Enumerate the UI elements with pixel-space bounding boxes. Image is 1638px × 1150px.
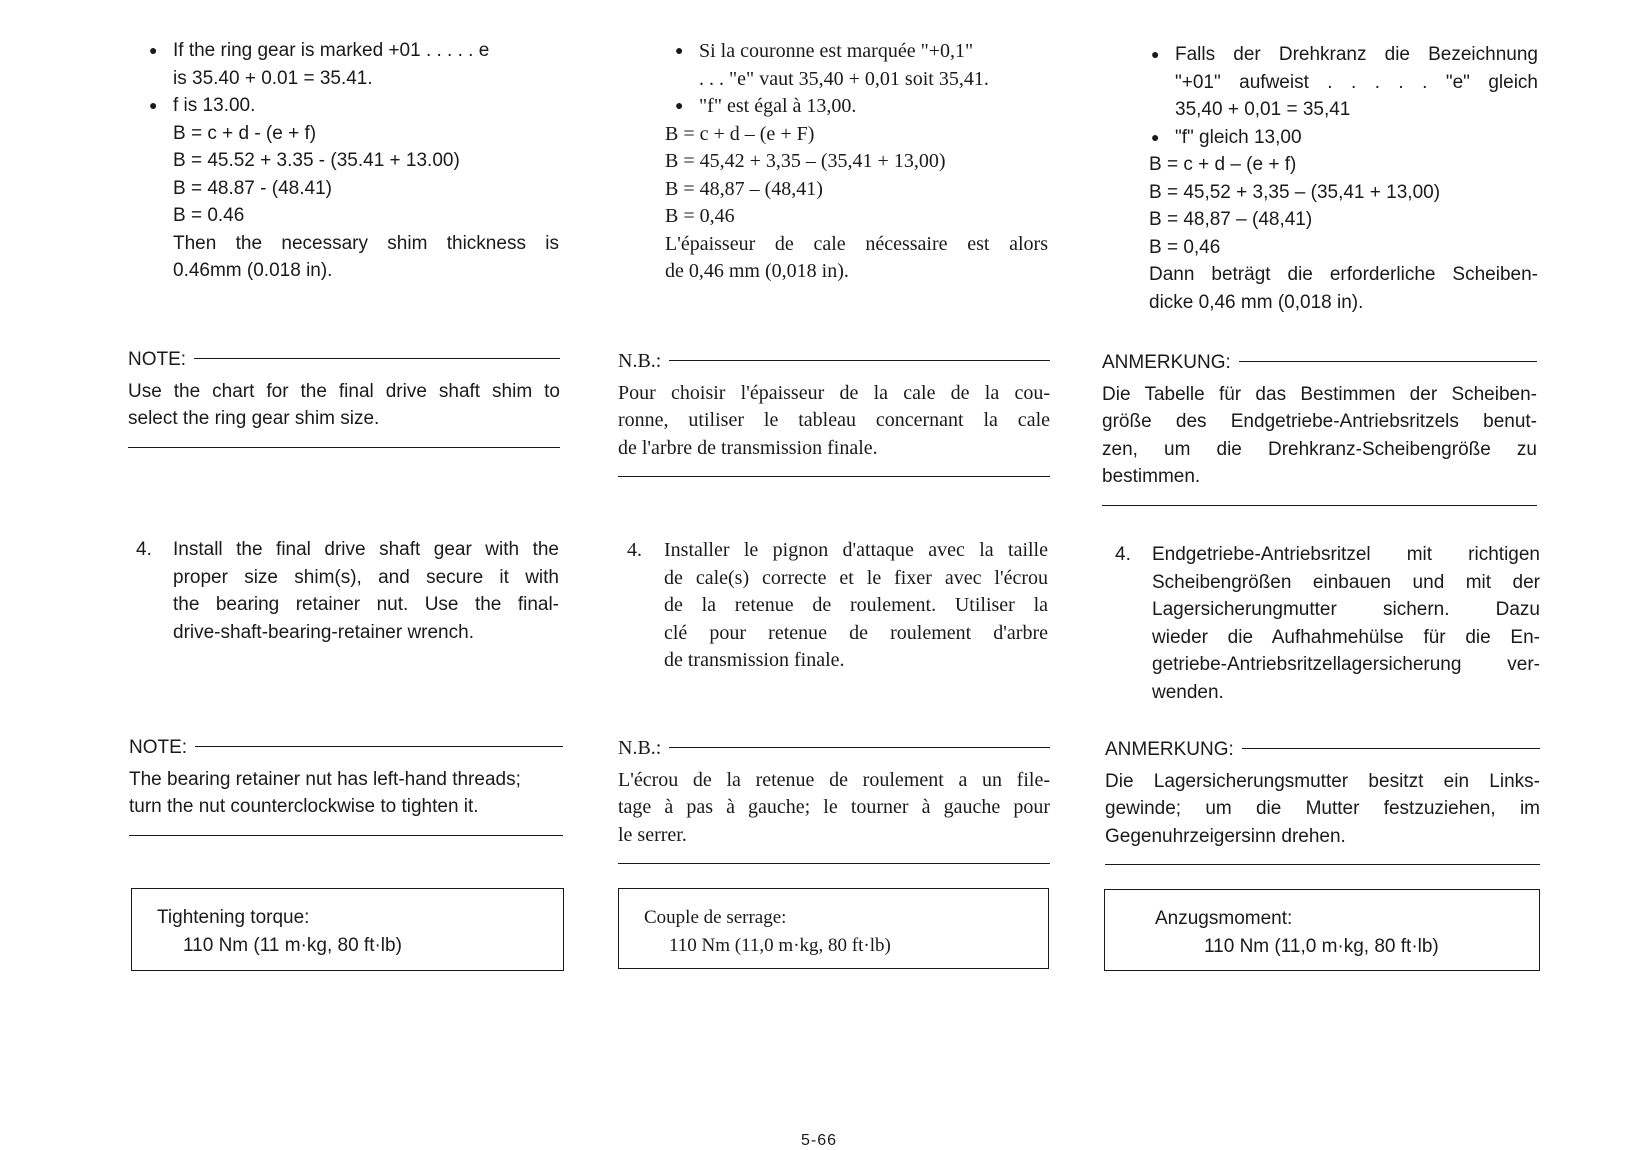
note-line: de l'arbre de transmission finale. (618, 436, 878, 459)
step-line: Lagersicherungmutter sichern. Dazu (1152, 599, 1540, 620)
calc-line: ● "f" gleich 13,00 (1175, 124, 1564, 152)
note-label: N.B.: (618, 737, 662, 759)
calc-line: B = 0.46 (173, 205, 245, 226)
note-rule (1242, 748, 1540, 749)
step-line: wenden. (1152, 681, 1224, 703)
step-line: the bearing retainer nut. Use the final- (173, 594, 559, 615)
note-label: ANMERKUNG: (1105, 739, 1234, 760)
step-line: de cale(s) correcte et le fixer avec l'écrou (664, 566, 1048, 589)
calc-line: is 35.40 + 0.01 = 35.41. (173, 67, 373, 89)
calc-line: B = 45.52 + 3.35 - (35.41 + 13.00) (173, 150, 460, 171)
german-torque-box (1104, 889, 1540, 971)
calc-line: B = 45,52 + 3,35 – (35,41 + 13,00) (1149, 181, 1441, 203)
note-line: Use the chart for the final drive shaft shim to (128, 380, 560, 402)
note-label: N.B.: (618, 350, 662, 372)
note-line: Die Lagersicherungsmutter besitzt ein Links- (1105, 770, 1540, 792)
calc-line: B = c + d - (e + f) (173, 122, 317, 144)
note-label: NOTE: (128, 349, 187, 370)
calc-line: ● If the ring gear is marked +01 . . . . . e (173, 37, 559, 65)
note-end-rule (128, 447, 560, 448)
german-calc-block (1149, 41, 1538, 316)
step-line: proper size shim(s), and secure it with (173, 566, 559, 588)
german-step-4 (1115, 541, 1540, 706)
step-number: 4. (1115, 544, 1131, 565)
calc-line: "+01" aufweist . . . . . "e" gleich (1175, 71, 1538, 93)
calc-line: ● Falls der Drehkranz die Bezeichnung (1175, 41, 1538, 69)
step-line: clé pour retenue de roulement d'arbre (664, 621, 1048, 644)
french-note-2 (618, 735, 1050, 864)
conclusion-line: dicke 0,46 mm (0,018 in). (1149, 291, 1364, 313)
conclusion-line: Dann beträgt die erforderliche Scheiben- (1149, 264, 1538, 285)
note-line: zen, um die Drehkranz-Scheibengröße zu (1102, 438, 1537, 460)
note-line: le serrer. (618, 823, 687, 846)
step-line: Install the final drive shaft gear with the (173, 539, 559, 560)
calc-line: . . . "e" vaut 35,40 + 0,01 soit 35,41. (699, 67, 989, 90)
conclusion-line: Then the necessary shim thickness is (173, 232, 559, 254)
note-line: Pour choisir l'épaisseur de la cale de la cou- (618, 381, 1050, 404)
step-line: Endgetriebe-Antriebsritzel mit richtigen (1152, 544, 1540, 565)
torque-label: Anzugsmoment: (1155, 908, 1293, 929)
note-line: gewinde; um die Mutter festzuziehen, im (1105, 798, 1540, 819)
french-torque-box (618, 888, 1049, 969)
note-rule (669, 747, 1050, 748)
step-line: de la retenue de roulement. Utiliser la (664, 594, 1048, 616)
torque-label: Tightening torque: (157, 907, 310, 928)
calc-line: B = c + d – (e + F) (665, 122, 815, 145)
english-note-2 (129, 734, 563, 836)
english-step-4 (136, 536, 559, 646)
note-end-rule (618, 863, 1050, 864)
note-line: ronne, utiliser le tableau concernant la cale (618, 409, 1050, 431)
note-rule (669, 360, 1050, 361)
note-rule (194, 358, 560, 359)
calc-line: B = 48.87 - (48.41) (173, 177, 332, 199)
calc-line: B = 48,87 – (48,41) (665, 177, 823, 200)
french-note-1 (618, 348, 1050, 477)
english-torque-box (131, 888, 564, 971)
torque-value: 110 Nm (11 m·kg, 80 ft·lb) (183, 934, 402, 956)
calc-line: 35,40 + 0,01 = 35,41 (1175, 99, 1351, 120)
step-line: drive-shaft-bearing-retainer wrench. (173, 621, 474, 643)
conclusion-line: 0.46mm (0.018 in). (173, 260, 333, 281)
calc-line: B = 0,46 (1149, 236, 1221, 258)
german-note-2 (1105, 736, 1540, 865)
note-line: Die Tabelle für das Bestimmen der Scheiben- (1102, 383, 1537, 405)
note-rule (1239, 361, 1537, 362)
conclusion-line: de 0,46 mm (0,018 in). (665, 260, 849, 282)
step-line: de transmission finale. (664, 649, 845, 671)
note-end-rule (129, 835, 563, 836)
step-line: getriebe-Antriebsritzellagersicherung ver- (1152, 654, 1540, 675)
french-calc-block (665, 38, 1048, 286)
calc-line: ● f is 13.00. (173, 92, 559, 120)
note-line: Gegenuhrzeigersinn drehen. (1105, 825, 1346, 847)
note-label: NOTE: (129, 737, 188, 758)
torque-value: 110 Nm (11,0 m·kg, 80 ft·lb) (669, 934, 891, 956)
calc-line: ● "f" est égal à 13,00. (699, 93, 1082, 121)
step-number: 4. (136, 539, 152, 560)
step-number: 4. (627, 539, 642, 561)
note-end-rule (1105, 864, 1540, 865)
note-line: The bearing retainer nut has left-hand threads; (129, 768, 521, 790)
torque-label: Couple de serrage: (644, 907, 787, 928)
note-line: größe des Endgetriebe-Antriebsritzels benut- (1102, 411, 1537, 432)
english-note-1 (128, 346, 560, 448)
step-line: Installer le pignon d'attaque avec la taille (664, 539, 1048, 561)
german-note-1 (1102, 349, 1537, 506)
calc-line: B = 48,87 – (48,41) (1149, 209, 1313, 230)
calc-line: B = 0,46 (665, 205, 735, 227)
note-line: tage à pas à gauche; le tourner à gauche pour (618, 796, 1050, 818)
french-step-4 (627, 537, 1048, 675)
note-label: ANMERKUNG: (1102, 352, 1231, 373)
note-end-rule (618, 476, 1050, 477)
note-line: turn the nut counterclockwise to tighten it. (129, 796, 479, 817)
conclusion-line: L'épaisseur de cale nécessaire est alors (665, 232, 1048, 255)
torque-value: 110 Nm (11,0 m·kg, 80 ft·lb) (1204, 935, 1439, 957)
step-line: Scheibengrößen einbauen und mit der (1152, 571, 1540, 593)
calc-line: B = c + d – (e + f) (1149, 154, 1297, 175)
page-number: 5-66 (800, 1132, 838, 1149)
note-line: L'écrou de la retenue de roulement a un file- (618, 768, 1050, 791)
english-calc-block (173, 37, 559, 285)
calc-line: ● Si la couronne est marquée "+0,1" (699, 38, 1082, 66)
note-end-rule (1102, 505, 1537, 506)
step-line: wieder die Aufhahmehülse für die En- (1152, 626, 1540, 648)
note-rule (195, 746, 563, 747)
note-line: bestimmen. (1102, 466, 1201, 487)
note-line: select the ring gear shim size. (128, 408, 380, 429)
calc-line: B = 45,42 + 3,35 – (35,41 + 13,00) (665, 150, 946, 172)
